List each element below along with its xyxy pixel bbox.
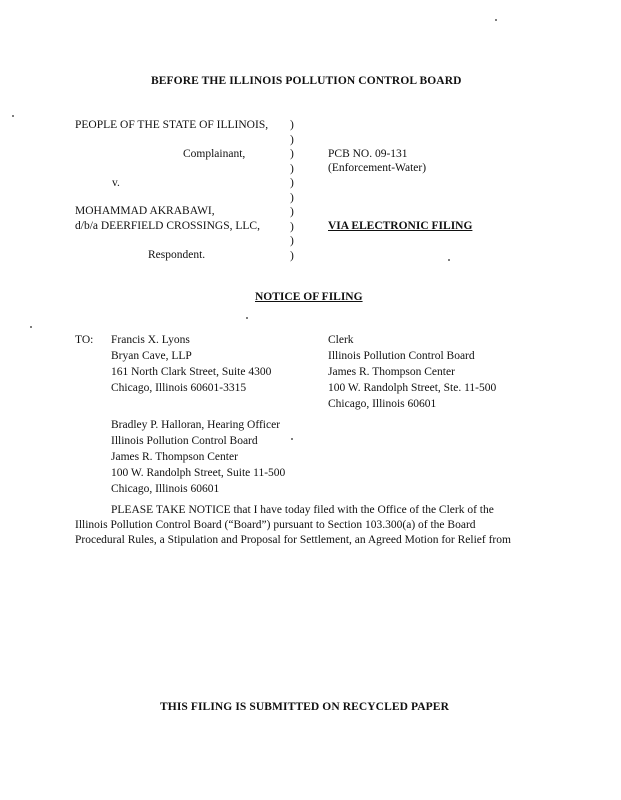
scan-speck [246, 317, 248, 319]
scan-speck [30, 326, 32, 328]
address-line: Chicago, Illinois 60601 [111, 483, 220, 495]
paren: ) [290, 177, 294, 189]
address-line: 100 W. Randolph Street, Suite 11-500 [111, 467, 286, 479]
paren: ) [290, 162, 294, 175]
paren: ) [290, 133, 294, 146]
paren: ) [290, 206, 294, 218]
case-number: PCB NO. 09-131 [328, 148, 408, 160]
address-line: Clerk [328, 334, 354, 346]
case-type: (Enforcement-Water) [328, 162, 427, 174]
notice-heading: NOTICE OF FILING [255, 291, 363, 303]
recipient-clerk [328, 333, 496, 413]
body-line: Procedural Rules, a Stipulation and Proposal for Settlement, an Agreed Motion for Relief from [75, 534, 511, 546]
address-line: Francis X. Lyons [111, 334, 190, 346]
defendant-name: MOHAMMAD AKRABAWI, [75, 205, 215, 217]
versus-label: v. [112, 177, 120, 189]
address-line: James R. Thompson Center [328, 366, 455, 378]
address-line: Illinois Pollution Control Board [328, 350, 475, 362]
address-line: 100 W. Randolph Street, Ste. 11-500 [328, 382, 497, 394]
address-line: Bradley P. Halloran, Hearing Officer [111, 419, 281, 431]
plaintiff-role: Complainant, [183, 148, 246, 160]
paren: ) [290, 249, 294, 262]
address-line: Chicago, Illinois 60601 [328, 398, 437, 410]
address-line: Bryan Cave, LLP [111, 350, 192, 362]
plaintiff-name: PEOPLE OF THE STATE OF ILLINOIS, [75, 119, 269, 131]
recipient-lyons [111, 333, 271, 397]
paren: ) [290, 119, 294, 131]
recipient-halloran [111, 418, 285, 498]
address-line: Chicago, Illinois 60601-3315 [111, 382, 247, 394]
scan-speck [291, 438, 293, 440]
defendant-role: Respondent. [148, 249, 206, 261]
to-label: TO: [75, 334, 94, 346]
address-line: James R. Thompson Center [111, 451, 238, 463]
paren: ) [290, 191, 294, 204]
scan-speck [12, 115, 14, 117]
body-line: Illinois Pollution Control Board (“Board”) pursuant to Section 103.300(a) of the Board [75, 519, 476, 531]
filing-method: VIA ELECTRONIC FILING [328, 220, 473, 232]
address-line: Illinois Pollution Control Board [111, 435, 258, 447]
caption-parentheses [290, 118, 294, 263]
defendant-dba: d/b/a DEERFIELD CROSSINGS, LLC, [75, 220, 260, 232]
body-line: PLEASE TAKE NOTICE that I have today filed with the Office of the Clerk of the [111, 504, 494, 516]
scan-speck [495, 19, 497, 21]
address-line: 161 North Clark Street, Suite 4300 [111, 366, 272, 378]
footer-notice: THIS FILING IS SUBMITTED ON RECYCLED PAPER [160, 701, 449, 713]
document-title: BEFORE THE ILLINOIS POLLUTION CONTROL BOARD [151, 75, 462, 87]
paren: ) [290, 235, 294, 247]
paren: ) [290, 148, 294, 160]
paren: ) [290, 220, 294, 233]
scan-speck [448, 259, 450, 261]
